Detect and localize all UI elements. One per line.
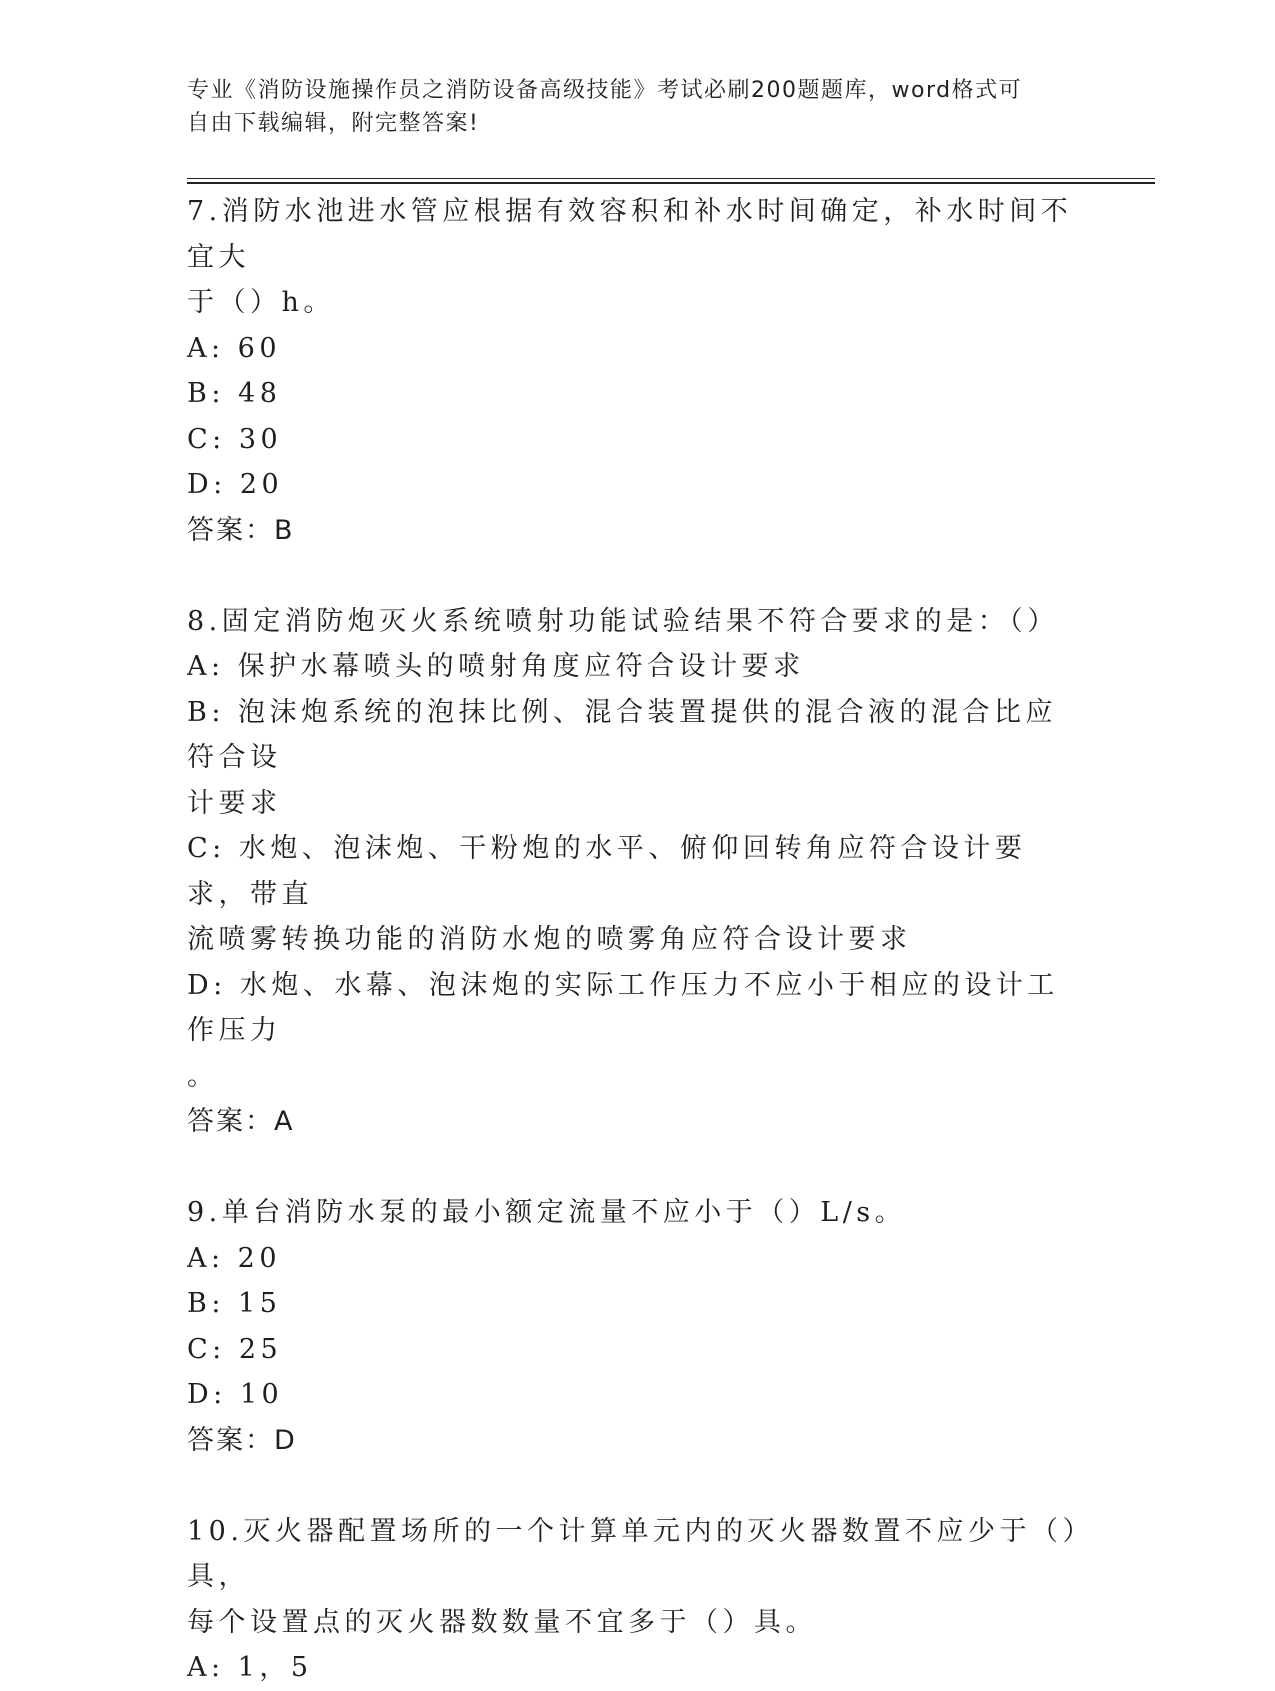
option-d-continued: 。 xyxy=(187,1060,219,1092)
spacer xyxy=(187,1145,1087,1191)
question-10 xyxy=(187,1509,1087,1691)
question-8 xyxy=(187,599,1087,1145)
answer-line: 答案：A xyxy=(187,1106,295,1137)
option-b: B: 15 xyxy=(187,1288,282,1319)
option-a: A: 1，5 xyxy=(187,1652,313,1683)
answer-line: 答案：B xyxy=(187,514,295,546)
option-c-continued: 流喷雾转换功能的消防水炮的喷雾角应符合设计要求 xyxy=(187,924,912,955)
option-d: D: 10 xyxy=(187,1379,284,1410)
question-stem: 10.灭火器配置场所的一个计算单元内的灭火器数置不应少于（）具， xyxy=(187,1515,1081,1592)
option-a: A: 20 xyxy=(187,1242,282,1274)
question-stem: 9.单台消防水泵的最小额定流量不应小于（）L/s。 xyxy=(187,1197,907,1228)
question-stem: 7.消防水池进水管应根据有效容积和补水时间确定，补水时间不宜大 xyxy=(187,196,1073,273)
option-a: A: 保护水幕喷头的喷射角度应符合设计要求 xyxy=(187,651,805,682)
answer-line: 答案：D xyxy=(187,1424,297,1456)
spacer xyxy=(187,1463,1087,1509)
option-a: A: 60 xyxy=(187,332,282,364)
header-line-1: 专业《消防设施操作员之消防设备高级技能》考试必刷200题题库，word格式可 xyxy=(187,78,1023,103)
question-9 xyxy=(187,1190,1087,1463)
question-7 xyxy=(187,189,1087,553)
option-b: B: 泡沫炮系统的泡抹比例、混合装置提供的混合液的混合比应符合设 xyxy=(187,696,1058,773)
option-c: C: 30 xyxy=(187,423,283,455)
header-line-2: 自由下载编辑，附完整答案! xyxy=(187,111,480,136)
option-d: D: 20 xyxy=(187,469,284,500)
option-d: D: 水炮、水幕、泡沫炮的实际工作压力不应小于相应的设计工作压力 xyxy=(187,969,1059,1046)
option-c: C: 水炮、泡沫炮、干粉炮的水平、俯仰回转角应符合设计要求，带直 xyxy=(187,833,1027,910)
question-stem: 8.固定消防炮灭火系统喷射功能试验结果不符合要求的是：（） xyxy=(187,605,1059,637)
option-b-continued: 计要求 xyxy=(187,787,282,819)
question-stem-continued: 于（）h。 xyxy=(187,287,335,318)
option-c: C: 25 xyxy=(187,1333,283,1365)
header-divider-thin xyxy=(187,178,1155,179)
document-header xyxy=(187,74,1067,140)
option-b: B: 48 xyxy=(187,378,282,409)
spacer xyxy=(187,553,1087,599)
header-divider-thick xyxy=(187,182,1155,184)
question-stem-continued: 每个设置点的灭火器数数量不宜多于（）具。 xyxy=(187,1606,817,1638)
question-list xyxy=(187,189,1087,1691)
